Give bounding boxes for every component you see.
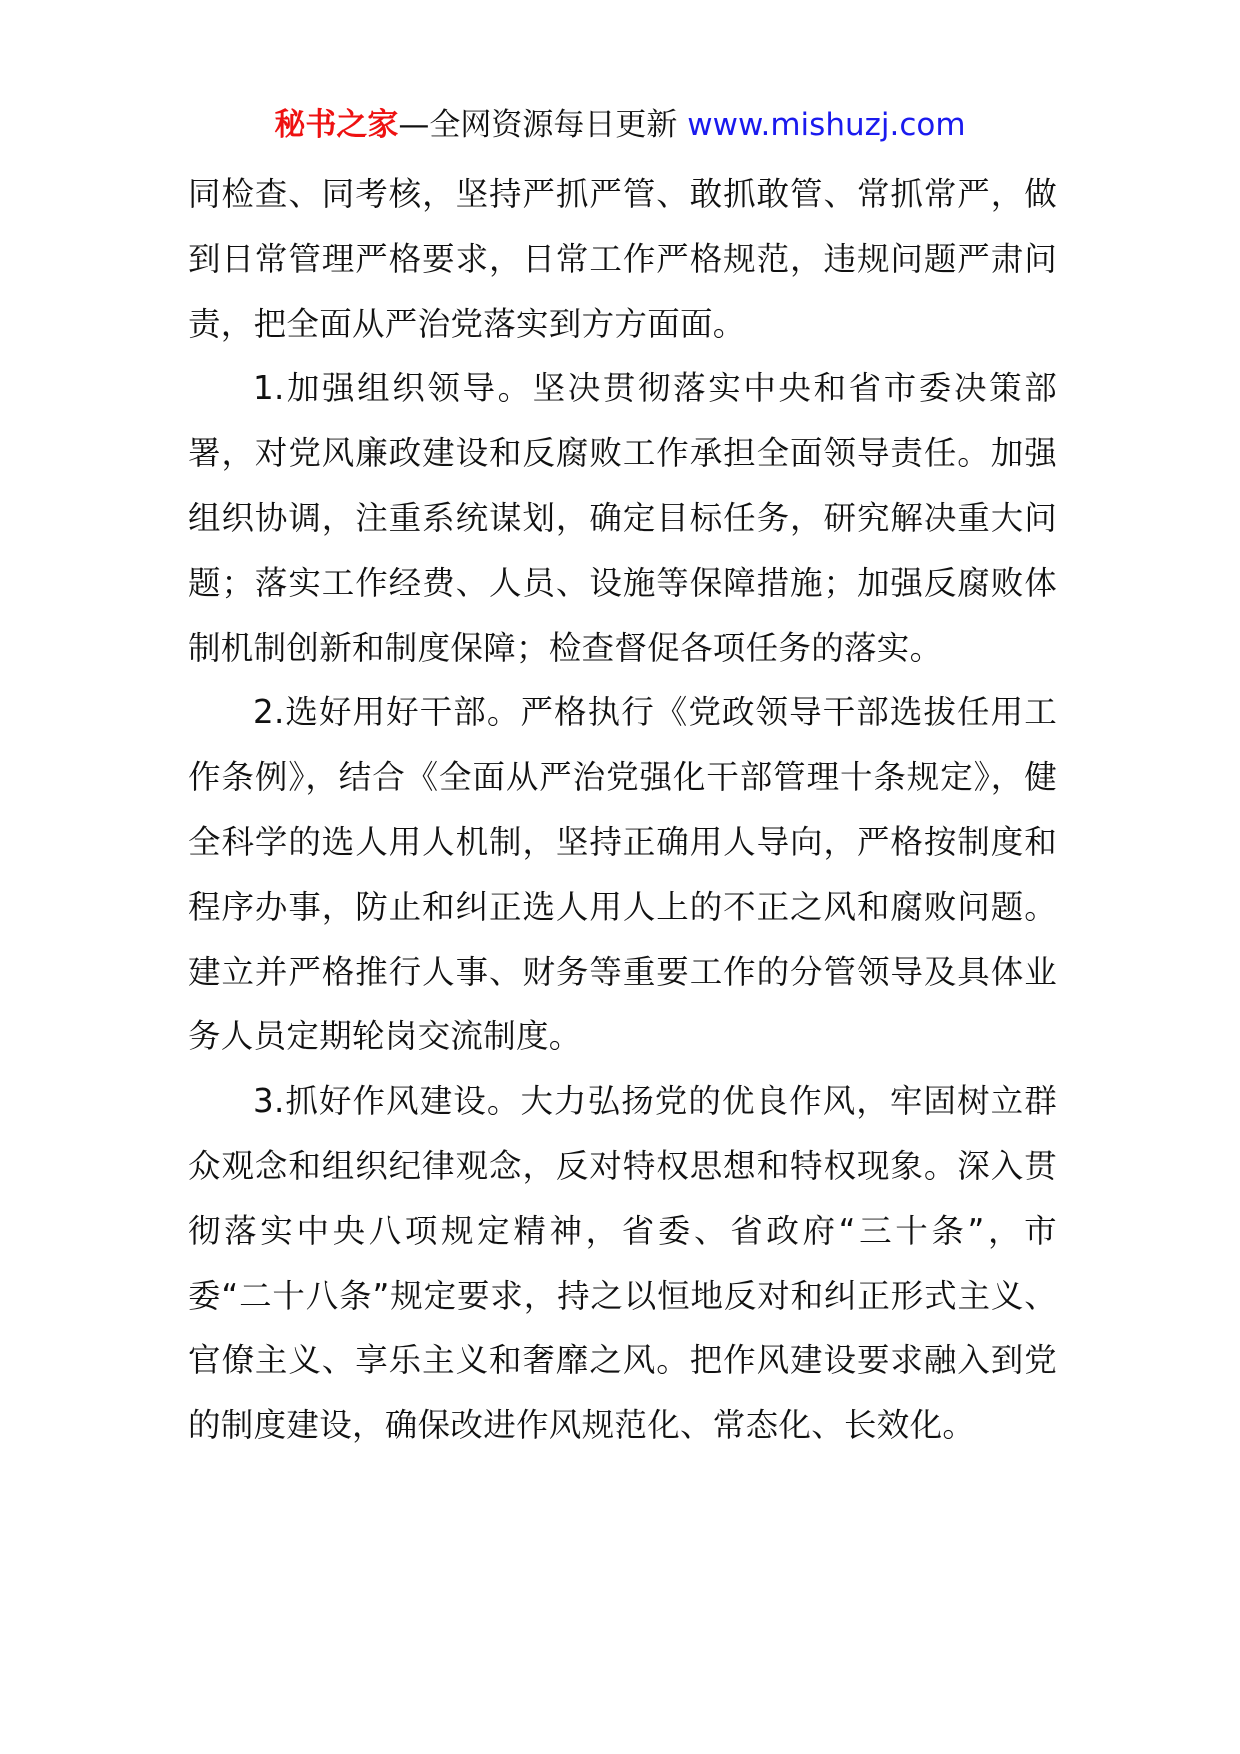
website-link[interactable]: www.mishuzj.com [687,107,966,143]
paragraph-cadre-selection: 2.选好用好干部。严格执行《党政领导干部选拔任用工作条例》，结合《全面从严治党强化干部管理十条规定》，健全科学的选人用人机制，坚持正确用人导向，严格按制度和程序办事，防止和纠正选人用人上的不正之风和腐败问题。建立并严格推行人事、财务等重要工作的分管领导及具体业务人员定期轮岗交流制度。 [188,693,1057,1056]
document-body [188,162,1057,1458]
brand-name: 秘书之家 [274,107,399,143]
page-header [0,100,1240,150]
paragraph-work-style: 3.抓好作风建设。大力弘扬党的优良作风，牢固树立群众观念和组织纪律观念，反对特权思想和特权现象。深入贯彻落实中央八项规定精神，省委、省政府“三十条”，市委“二十八条”规定要求，持之以恒地反对和纠正形式主义、官僚主义、享乐主义和奢靡之风。把作风建设要求融入到党的制度建设，确保改进作风规范化、常态化、长效化。 [188,1082,1057,1445]
header-tagline: —全网资源每日更新 [398,107,678,143]
paragraph-organization-leadership: 1.加强组织领导。坚决贯彻落实中央和省市委决策部署，对党风廉政建设和反腐败工作承担全面领导责任。加强组织协调，注重系统谋划，确定目标任务，研究解决重大问题；落实工作经费、人员、设施等保障措施；加强反腐败体制机制创新和制度保障；检查督促各项任务的落实。 [188,369,1057,667]
paragraph-continuation: 同检查、同考核，坚持严抓严管、敢抓敢管、常抓常严，做到日常管理严格要求，日常工作严格规范，违规问题严肃问责，把全面从严治党落实到方方面面。 [188,175,1057,343]
